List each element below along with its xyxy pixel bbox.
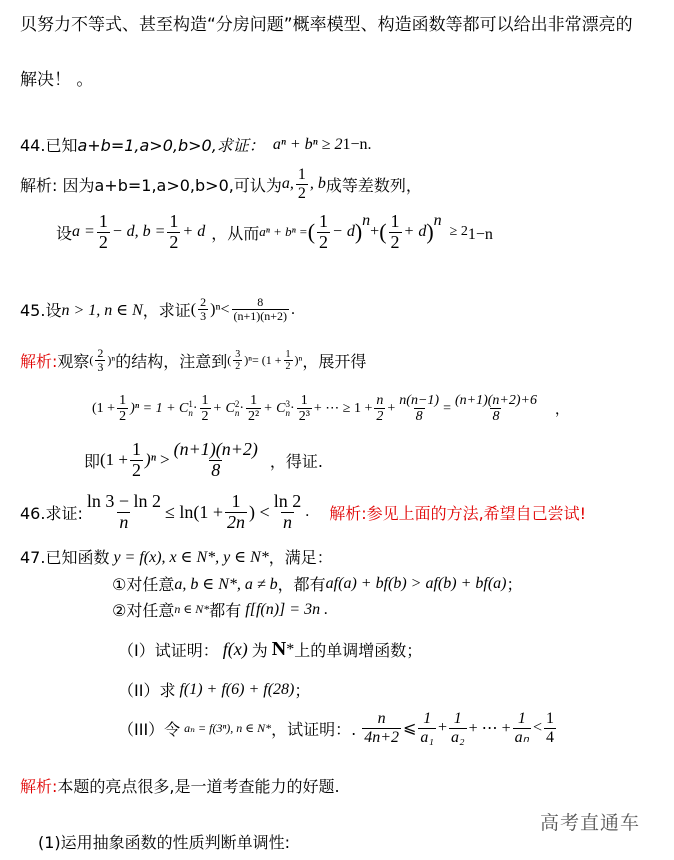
text: 即 <box>84 451 101 471</box>
intro-line-1: 贝努力不等式、甚至构造“分房问题”概率模型、构造函数等都可以给出非常漂亮的 <box>20 15 633 35</box>
fraction <box>167 212 180 253</box>
denominator: 2 <box>98 231 108 252</box>
math: * <box>286 640 295 658</box>
math: + ⋯ ≥ 1 + <box>313 401 373 417</box>
exponent: 1−n <box>467 226 493 243</box>
solution-44-step <box>56 212 493 253</box>
fraction <box>453 393 539 425</box>
denominator: 2 <box>390 231 400 252</box>
condition-2 <box>112 598 328 621</box>
intro-line-2: 解决！ 。 <box>20 70 94 90</box>
fraction <box>130 440 143 481</box>
math: + d <box>182 223 206 241</box>
math: + <box>370 223 380 241</box>
math: · <box>239 400 245 416</box>
numerator: n(n−1) <box>399 393 440 408</box>
set-label: 设 <box>56 223 73 243</box>
seq-text: 成等差数列， <box>325 175 422 195</box>
math: )ⁿ <box>145 450 157 470</box>
denominator: 2 <box>119 409 127 425</box>
text: 的结构，注意到 <box>115 352 228 372</box>
math: ≤ ln(1 + <box>165 501 224 522</box>
part-1 <box>118 638 422 661</box>
solution-condition: a+b=1,a>0,b>0,可认为 <box>94 175 282 195</box>
fraction <box>544 710 556 746</box>
denominator: 2 <box>297 184 306 202</box>
numerator: 2 <box>200 295 207 309</box>
problem-number: 46.求证: <box>20 503 83 523</box>
numerator: (n+1)(n+2) <box>173 439 258 459</box>
fraction <box>397 393 441 425</box>
math: aⁿ + bⁿ = <box>259 224 308 240</box>
part-2 <box>118 678 310 701</box>
numerator: 1 <box>285 349 291 361</box>
math: . <box>305 503 310 521</box>
denominator: n <box>282 511 292 532</box>
fraction <box>362 710 401 746</box>
solution-45: 解析: 观察 ( $\frac{2}{3}$ )ⁿ 的结构，注意到 ( $\frac{3}{2}$ )ⁿ = (1 + $\frac{1}{2}$ )ⁿ ，展开得 <box>20 346 367 375</box>
math: af(a) + bf(b) > af(b) + bf(a) <box>325 574 507 592</box>
numerator: 1 <box>98 211 108 231</box>
fraction <box>317 212 330 253</box>
step-1: (1)运用抽象函数的性质判断单调性: <box>38 833 291 852</box>
conclusion-45 <box>84 440 323 481</box>
watermark: 高考直通车 <box>540 812 641 834</box>
claim-label: ，求证 <box>142 301 191 321</box>
analysis-label: 解析: <box>20 777 58 796</box>
math: f(x) <box>222 639 248 659</box>
sub: n <box>234 407 240 418</box>
denominator: 3 <box>200 309 207 324</box>
denominator: 2 <box>285 361 291 373</box>
fraction <box>449 710 467 746</box>
exponent: n <box>362 212 371 229</box>
denominator: n <box>119 511 129 532</box>
sup: 1 <box>188 398 193 409</box>
denominator: 2 <box>235 361 241 373</box>
sup: 2 <box>234 398 240 409</box>
text: ； <box>294 681 311 700</box>
math: + ⋯ + <box>468 720 511 738</box>
paren: ( <box>307 219 316 245</box>
fraction <box>233 349 242 372</box>
text: ； <box>506 575 523 594</box>
problem-44 <box>20 133 372 156</box>
numerator: 1 <box>423 710 432 727</box>
math: = (1 + <box>252 353 282 368</box>
problem-47 <box>20 545 333 568</box>
analysis-text: 本题的亮点很多,是一道考查能力的好题. <box>57 777 340 796</box>
solution-label: 解析: <box>20 352 58 372</box>
math: N <box>271 638 287 660</box>
math: + C <box>263 400 286 416</box>
paren: ) <box>426 219 434 245</box>
denominator: 8 <box>415 409 423 425</box>
numerator: 1 <box>319 211 329 231</box>
numerator: 1 <box>169 211 179 231</box>
math: − d <box>332 223 355 241</box>
claim-exponent: 1−n. <box>342 135 372 153</box>
denominator: a₂ <box>451 728 465 746</box>
text: 为 <box>251 641 268 660</box>
fraction <box>172 440 260 481</box>
claim: aⁿ + bⁿ ≥ 2 <box>272 135 343 153</box>
math: < <box>533 719 543 737</box>
fraction <box>117 393 128 425</box>
sub: n <box>188 407 193 418</box>
numerator: 1 <box>250 393 258 408</box>
numerator: 1 <box>453 710 462 727</box>
text: ，试证明：. <box>271 719 357 739</box>
problem-45: 45.设 n > 1, n ∈ N ，求证 ( $\frac{2}{3}$ )ⁿ < $\frac{8}{(n+1)(n+2)}$ . <box>20 295 296 324</box>
denominator: 3 <box>97 360 104 375</box>
text: ，展开得 <box>302 352 367 372</box>
problem-number: 44.已知 <box>20 136 78 155</box>
denominator: 8 <box>211 459 221 480</box>
math: ≥ 2 <box>449 224 468 240</box>
math: · <box>192 400 198 416</box>
numerator: 1 <box>517 710 526 727</box>
paren: ( <box>379 219 387 245</box>
solution-label: 解析: 因为 <box>20 175 95 195</box>
text: 上的单调增函数； <box>294 641 423 660</box>
condition: a+b=1,a>0,b>0,求证： <box>77 136 265 155</box>
label: （III）令 <box>118 719 181 739</box>
numerator: 1 <box>546 710 555 727</box>
condition: n > 1, n ∈ N <box>61 301 143 319</box>
math: ， <box>554 402 569 418</box>
denominator: 8 <box>492 409 500 425</box>
numerator: 1 <box>390 211 400 231</box>
math: n ∈ N* <box>174 602 210 616</box>
text: ，得证. <box>269 451 323 471</box>
expansion <box>92 393 569 425</box>
numerator: 1 <box>119 393 127 408</box>
text: ，满足： <box>268 548 333 567</box>
fraction <box>374 393 385 425</box>
problem-number: 47.已知函数 <box>20 548 110 567</box>
part-3 <box>118 710 558 746</box>
fraction <box>95 347 105 374</box>
fraction <box>272 492 304 533</box>
math: )ⁿ = 1 + C <box>130 400 189 416</box>
denominator: 2 <box>319 231 329 252</box>
then-text: ，从而 <box>211 223 260 243</box>
denominator: 2 <box>132 459 142 480</box>
numerator: 1 <box>201 393 209 408</box>
fraction-half <box>296 166 308 202</box>
math: . <box>291 300 296 318</box>
denominator: 2³ <box>298 409 310 425</box>
label: （II）求 <box>118 681 176 700</box>
math: f[f(n)] = 3n . <box>245 600 329 618</box>
fraction <box>97 212 110 253</box>
math: )ⁿ <box>294 353 303 368</box>
exponent: n <box>433 212 442 229</box>
math: < <box>220 300 230 318</box>
denominator: 2 <box>169 231 179 252</box>
denominator: (n+1)(n+2) <box>233 309 288 324</box>
math: aₙ = f(3ⁿ), n ∈ N* <box>184 720 272 735</box>
numerator: 2 <box>97 346 104 360</box>
numerator: 1 <box>132 439 142 459</box>
denominator: a₁ <box>420 728 434 746</box>
math: + <box>437 719 448 737</box>
fraction <box>418 710 436 746</box>
fraction <box>297 393 312 425</box>
text: ，都有 <box>277 575 326 594</box>
label: ②对任意 <box>112 601 175 620</box>
numerator: 1 <box>300 393 308 408</box>
fraction <box>85 492 163 533</box>
numerator: 8 <box>257 295 264 309</box>
seq-a: a, <box>281 175 294 193</box>
denominator: 2n <box>227 511 246 532</box>
fraction <box>513 710 531 746</box>
fraction <box>284 349 293 372</box>
math: + C <box>212 400 235 416</box>
math: a = <box>72 223 95 241</box>
label: ①对任意 <box>112 575 175 594</box>
fraction <box>389 212 402 253</box>
fraction <box>200 393 211 425</box>
definition: y = f(x), x ∈ N*, y ∈ N* <box>113 548 269 566</box>
label: （I）试证明： <box>118 641 219 660</box>
math: (1 + <box>92 400 116 416</box>
denominator: 4 <box>546 728 555 746</box>
hint: 解析:参见上面的方法,希望自己尝试! <box>329 503 587 523</box>
math: f(1) + f(6) + f(28) <box>179 680 295 698</box>
math: − d, b = <box>111 223 166 241</box>
problem-number: 45.设 <box>20 301 62 321</box>
numerator: 1 <box>297 166 306 183</box>
denominator: 2 <box>376 409 384 425</box>
denominator: 2 <box>201 409 209 425</box>
paren: ) <box>354 219 363 245</box>
numerator: (n+1)(n+2)+6 <box>454 393 537 408</box>
denominator: aₙ <box>514 728 529 746</box>
math: > <box>160 450 170 470</box>
numerator: 1 <box>231 491 241 511</box>
solution-44 <box>20 166 422 202</box>
math: + <box>387 400 396 416</box>
numerator: ln 2 <box>273 491 302 511</box>
numerator: n <box>377 710 386 727</box>
problem-46 <box>20 492 586 533</box>
fraction <box>225 492 247 533</box>
sub: n <box>285 407 291 418</box>
math: (1 + <box>100 450 129 470</box>
math: ) < <box>249 501 270 522</box>
numerator: n <box>376 393 384 408</box>
seq-b: , b <box>309 175 326 193</box>
sup: 3 <box>285 398 291 409</box>
text: 观察 <box>57 352 90 372</box>
math: · <box>290 400 295 416</box>
math: ⩽ <box>403 720 417 738</box>
text: 都有 <box>209 601 242 620</box>
fraction <box>246 393 261 425</box>
math: a, b ∈ N*, a ≠ b <box>174 575 278 593</box>
condition-1 <box>112 572 522 595</box>
math: + d <box>403 223 427 241</box>
fraction <box>232 296 290 323</box>
fraction <box>198 296 208 323</box>
numerator: 3 <box>235 349 241 361</box>
denominator: 2² <box>248 409 260 425</box>
math: = <box>443 400 451 416</box>
numerator: ln 3 − ln 2 <box>86 491 161 511</box>
analysis <box>20 774 340 797</box>
denominator: 4n+2 <box>364 728 400 746</box>
